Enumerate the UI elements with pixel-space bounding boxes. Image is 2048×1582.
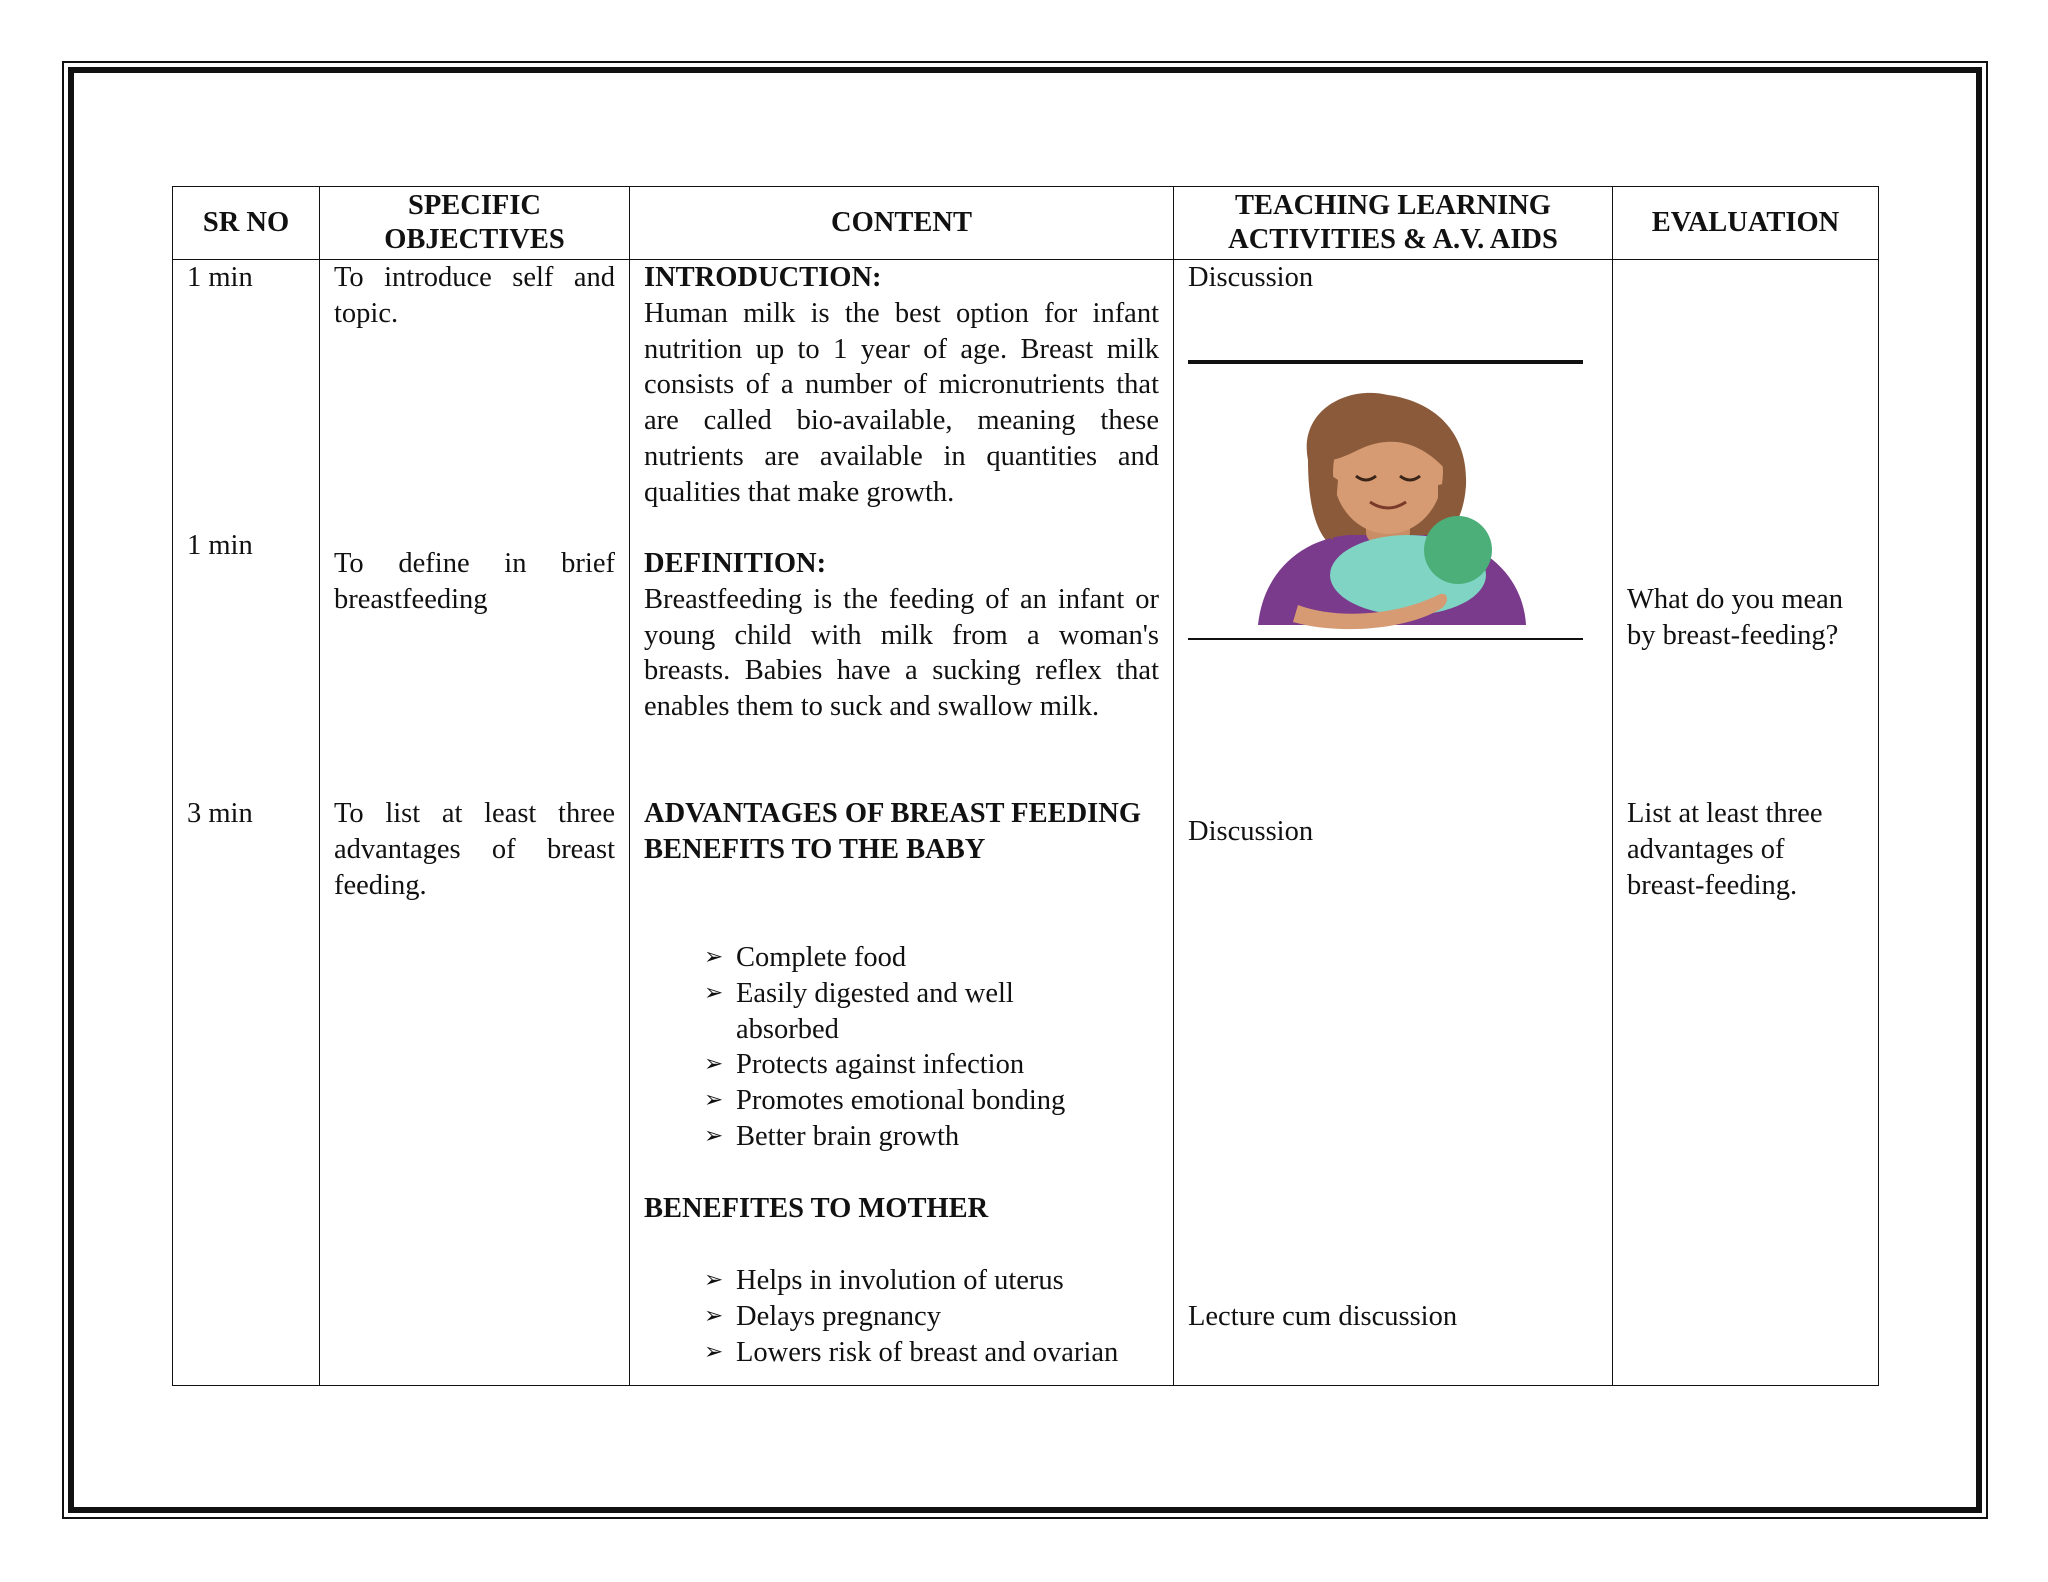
list-item: ➢ Better brain growth <box>704 1119 1159 1155</box>
sr-no-1: 1 min <box>187 262 253 293</box>
evaluation-2: List at least three advantages of breast-feeding. <box>1627 798 1823 901</box>
mother-benefits-list <box>644 1263 1159 1370</box>
advantages-heading: ADVANTAGES OF BREAST FEEDING <box>644 798 1142 829</box>
evaluation-1: What do you mean by breast-feeding? <box>1627 584 1844 651</box>
header-objectives: SPECIFIC OBJECTIVES <box>320 187 630 260</box>
definition-text: Breastfeeding is the feeding of an infant or young child with milk from a woman's breasts. Babies have a sucking reflex that enables them to suck and swallow milk. <box>644 583 1159 723</box>
intro-text: Human milk is the best option for infant nutrition up to 1 year of age. Breast milk consists of a number of micronutrients that are called bio-available, meaning these nutrients are available in quantities and qualities that make growth. <box>644 297 1159 508</box>
evaluation-cell <box>1613 260 1879 1386</box>
list-item: ➢ Easily digested and well absorbed <box>704 976 1159 1048</box>
baby-benefits-heading: BENEFITS TO THE BABY <box>644 833 986 865</box>
list-item: ➢ Helps in involution of uterus <box>704 1263 1159 1299</box>
definition-heading: DEFINITION: <box>644 548 827 579</box>
activity-2: Discussion <box>1188 816 1314 847</box>
divider <box>1188 638 1583 640</box>
list-item: ➢ Delays pregnancy <box>704 1299 1159 1335</box>
sr-no-cell <box>173 260 320 1386</box>
header-sr-no: SR NO <box>173 187 320 260</box>
list-item: ➢ Promotes emotional bonding <box>704 1083 1159 1119</box>
objective-1: To introduce self and topic. <box>334 262 615 329</box>
header-evaluation: EVALUATION <box>1613 187 1879 260</box>
activity-3: Lecture cum discussion <box>1188 1301 1458 1332</box>
baby-benefits-list <box>644 940 1159 1155</box>
list-item: ➢ Protects against infection <box>704 1047 1159 1083</box>
activity-1: Discussion <box>1188 262 1314 293</box>
list-item: ➢ Complete food <box>704 940 1159 976</box>
header-content: CONTENT <box>630 187 1174 260</box>
table-row <box>173 260 1879 1386</box>
header-activities: TEACHING LEARNING ACTIVITIES & A.V. AIDS <box>1174 187 1613 260</box>
mother-benefits-heading: BENEFITES TO MOTHER <box>644 1193 989 1224</box>
objectives-cell <box>320 260 630 1386</box>
activities-cell <box>1174 260 1613 1386</box>
divider <box>1188 360 1583 364</box>
sr-no-3: 3 min <box>187 798 253 829</box>
objective-3: To list at least three advantages of breast feeding. <box>334 798 615 901</box>
header-row <box>173 187 1879 260</box>
list-item: ➢ Lowers risk of breast and ovarian <box>704 1335 1159 1371</box>
breastfeeding-emoji-icon <box>1238 390 1538 635</box>
objective-2: To define in brief breastfeeding <box>334 548 615 615</box>
intro-heading: INTRODUCTION: <box>644 262 882 293</box>
content-cell <box>630 260 1174 1386</box>
lesson-plan-table <box>172 186 1879 1386</box>
sr-no-2: 1 min <box>187 530 253 561</box>
